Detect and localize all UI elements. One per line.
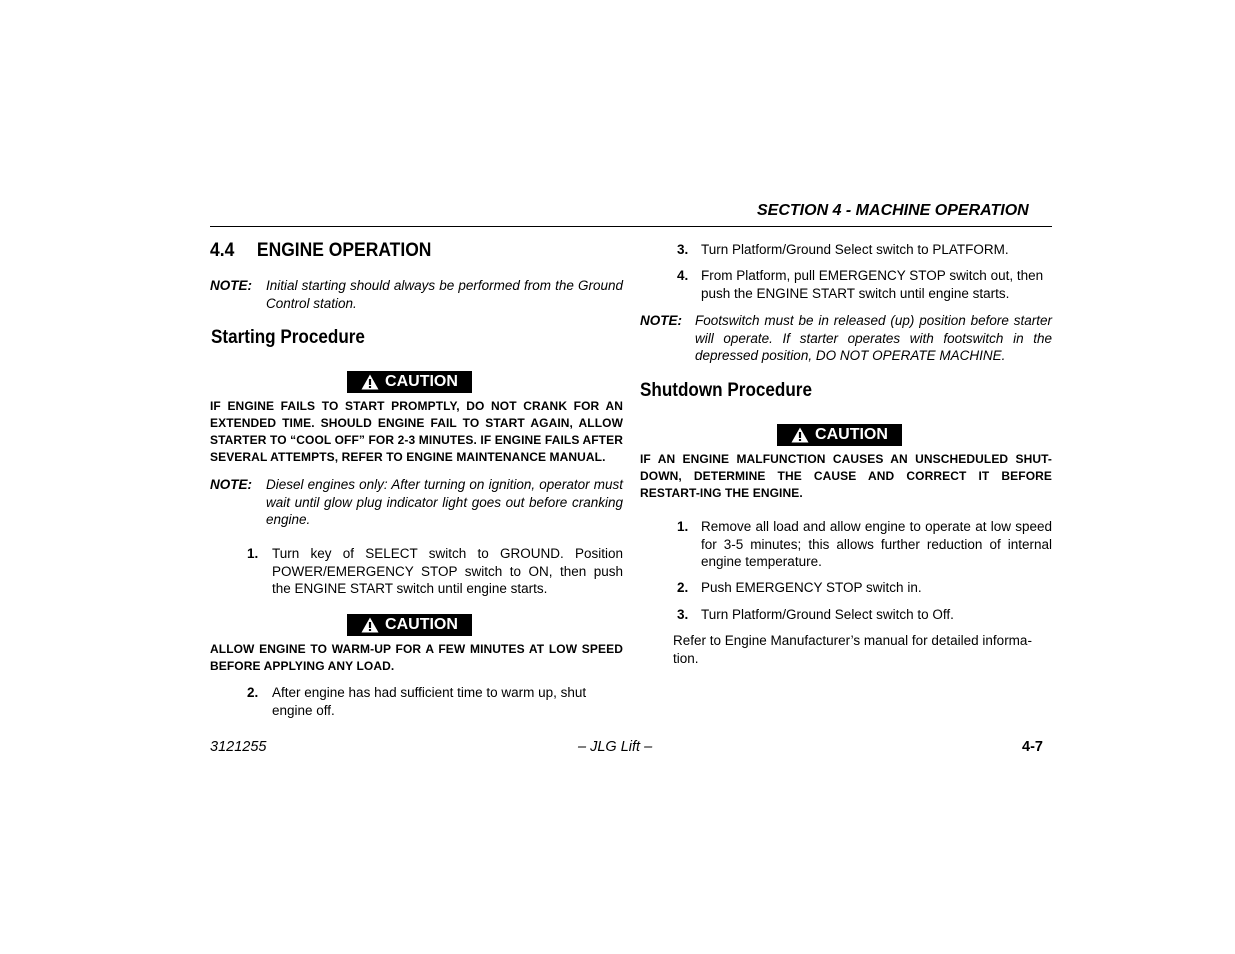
item-text: Turn key of SELECT switch to GROUND. Position POWER/EMERGENCY STOP switch to ON, then push the ENGINE START switch until engine starts. <box>272 546 623 596</box>
item-text: Remove all load and allow engine to operate at low speed for 3-5 minutes; this allows further reduction of internal engine temperature. <box>701 519 1052 569</box>
list-item <box>677 518 1052 572</box>
item-text: Turn Platform/Ground Select switch to PLATFORM. <box>701 242 1009 257</box>
note-diesel <box>210 476 623 530</box>
warning-triangle-icon <box>361 617 379 633</box>
caution-label: CAUTION <box>385 373 458 390</box>
note-initial-starting <box>210 277 623 313</box>
item-number: 1. <box>677 519 689 534</box>
caution-label: CAUTION <box>815 426 888 443</box>
note-text: Diesel engines only: After turning on ignition, operator must wait until glow plug indicator light goes out before cranking engine. <box>266 477 623 527</box>
shutdown-procedure-heading: Shutdown Procedure <box>640 380 812 401</box>
item-number: 2. <box>677 580 689 595</box>
item-text: After engine has had sufficient time to warm up, shut engine off. <box>272 685 587 718</box>
page-heading <box>210 240 431 262</box>
heading-number: 4.4 <box>210 240 235 261</box>
caution-text: IF AN ENGINE MALFUNCTION CAUSES AN UNSCHEDULED SHUT-DOWN, DETERMINE THE CAUSE AND CORRECT IT BEFORE RESTART-ING THE ENGINE. <box>640 452 1052 500</box>
refer-paragraph: Refer to Engine Manufacturer’s manual for detailed informa-tion. <box>673 633 1032 666</box>
item-number: 2. <box>247 685 259 700</box>
page-number: 4-7 <box>1022 739 1043 755</box>
item-number: 4. <box>677 268 689 283</box>
item-number: 3. <box>677 607 689 622</box>
note-label: NOTE: <box>210 278 252 293</box>
list-item <box>677 241 1052 259</box>
list-item <box>677 267 1052 303</box>
item-number: 3. <box>677 242 689 257</box>
starting-procedure-heading: Starting Procedure <box>211 327 365 348</box>
note-text: Footswitch must be in released (up) position before starter will operate. If starter operates with footswitch in the depressed position, DO NOT OPERATE MACHINE. <box>695 313 1052 363</box>
list-item <box>247 545 623 599</box>
heading-title: ENGINE OPERATION <box>256 240 432 261</box>
note-label: NOTE: <box>210 477 252 492</box>
list-item <box>247 684 623 720</box>
caution-text: IF ENGINE FAILS TO START PROMPTLY, DO NOT CRANK FOR AN EXTENDED TIME. SHOULD ENGINE FAIL TO START AGAIN, ALLOW STARTER TO “COOL OFF” FOR 2-3 MINUTES. IF ENGINE FAILS AFTER SEVERAL ATTEMPTS, REFER TO ENGINE MAINTENANCE MANUAL. <box>210 399 623 464</box>
caution-banner <box>347 614 472 636</box>
list-item <box>677 579 1052 597</box>
list-item <box>677 606 1052 624</box>
footer-brand: – JLG Lift – <box>578 739 653 755</box>
header-rule <box>210 226 1052 227</box>
caution-text: ALLOW ENGINE TO WARM-UP FOR A FEW MINUTES AT LOW SPEED BEFORE APPLYING ANY LOAD. <box>210 642 623 673</box>
doc-number: 3121255 <box>210 739 267 755</box>
caution-banner <box>347 371 472 393</box>
item-text: From Platform, pull EMERGENCY STOP switch out, then push the ENGINE START switch until engine starts. <box>701 268 1044 301</box>
item-text: Turn Platform/Ground Select switch to Off. <box>701 607 954 622</box>
caution-label: CAUTION <box>385 616 458 633</box>
caution-banner <box>777 424 902 446</box>
note-text: Initial starting should always be performed from the Ground Control station. <box>266 278 623 311</box>
warning-triangle-icon <box>791 427 809 443</box>
item-text: Push EMERGENCY STOP switch in. <box>701 580 922 595</box>
warning-triangle-icon <box>361 374 379 390</box>
note-footswitch <box>640 312 1052 366</box>
item-number: 1. <box>247 546 259 561</box>
note-label: NOTE: <box>640 313 682 328</box>
section-title: SECTION 4 - MACHINE OPERATION <box>757 202 1029 219</box>
